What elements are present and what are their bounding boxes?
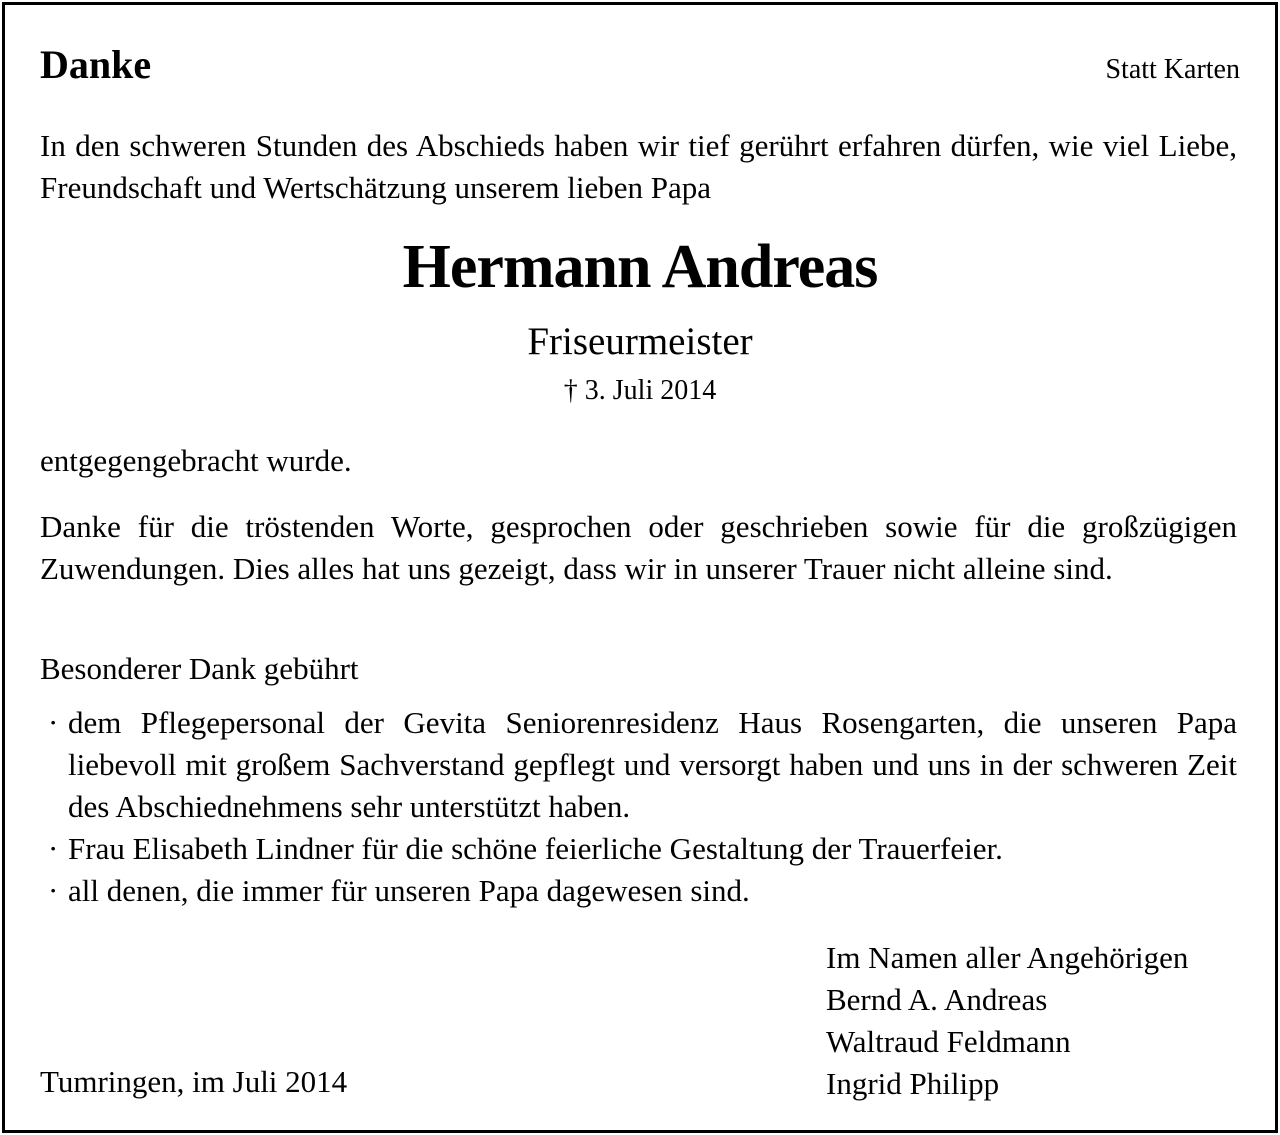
thanks-paragraph: Danke für die tröstenden Worte, gesprochen oder geschrieben sowie für die großzügigen Zuwendungen. Dies alles hat uns gezeigt, dass wir in unserer Trauer nicht alleine sind. (40, 509, 1237, 586)
deceased-profession: Friseurmeister (527, 320, 753, 363)
closing-phrase: entgegengebracht wurde. (40, 443, 352, 478)
intro-paragraph: In den schweren Stunden des Abschieds haben wir tief gerührt erfahren dürfen, wie viel Liebe, Freundschaft und Wertschätzung unserem lieben Papa (40, 128, 1237, 205)
list-item (40, 870, 1237, 912)
special-thanks-heading: Besonderer Dank gebührt (40, 651, 359, 686)
death-date: † 3. Juli 2014 (563, 375, 717, 406)
special-thanks-list (40, 702, 1237, 912)
bullet-dot: · (48, 831, 59, 866)
signature-line: Bernd A. Andreas (826, 982, 1048, 1017)
signature-block (826, 937, 1188, 1105)
notice-tag: Statt Karten (1105, 54, 1240, 85)
list-item-text: all denen, die immer für unseren Papa dagewesen sind. (68, 873, 750, 908)
notice-title: Danke (40, 42, 152, 87)
list-item (40, 828, 1237, 870)
deceased-name: Hermann Andreas (402, 233, 878, 301)
bullet-dot: · (48, 873, 59, 908)
place-and-date: Tumringen, im Juli 2014 (40, 1064, 348, 1099)
list-item-text: Frau Elisabeth Lindner für die schöne feierliche Gestaltung der Trauerfeier. (68, 831, 1003, 866)
bullet-dot: · (48, 705, 59, 740)
signature-line: Im Namen aller Angehörigen (826, 940, 1189, 975)
list-item (40, 702, 1237, 828)
signature-line: Ingrid Philipp (826, 1066, 1000, 1101)
signature-line: Waltraud Feldmann (826, 1024, 1071, 1059)
list-item-text: dem Pflegepersonal der Gevita Seniorenresidenz Haus Rosengarten, die unseren Papa liebevoll mit großem Sachverstand gepflegt und versorgt haben und uns in der schweren Zeit des Abschiednehmens sehr unterstützt haben. (68, 705, 1237, 824)
